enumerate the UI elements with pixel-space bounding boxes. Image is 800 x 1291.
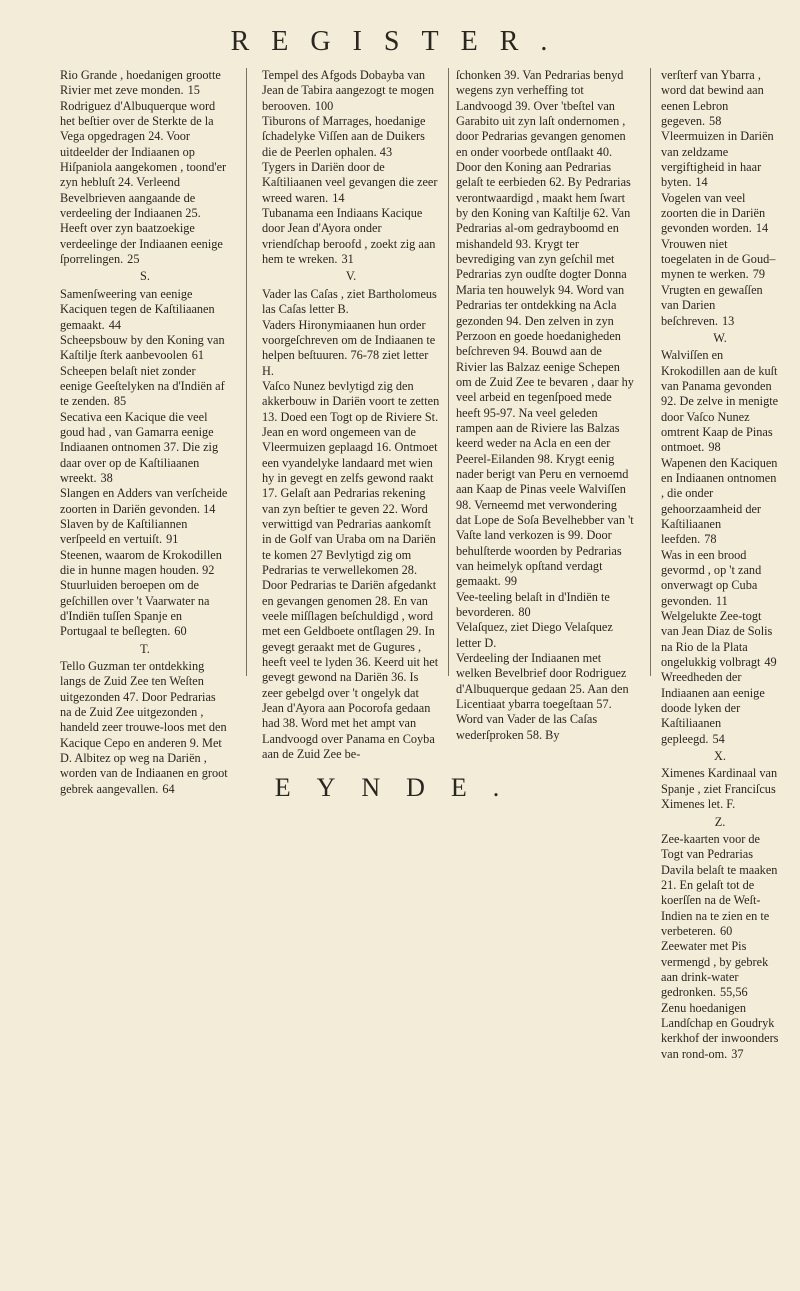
entry-text: Velaſquez, ziet Diego Velaſquez letter D.	[456, 620, 613, 650]
entry-text: Vaſco Nunez bevlytigd zig den akkerbouw in Dariën voort te zetten 13. Doed een Togt op de Riviere St. Jean en word ongemeen van de Vleermuizen geplaagd 16. Ontmoet een vyandelyke landaard met wien hy in gevegt en zelfs gewond raakt 17. Gelaſt aan Pedrarias rekening van zyn beſtier te geven 22. Word verwittigd van Pedrarias aankomſt in de Golf van Uraba om na Dariën te komen 27 Bevlytigd zig om Pedrarias te verwellekomen 28. Door Pedrarias te Dariën afgedankt en gevangen genomen 28. En van veele miſſlagen beſchuldigd , word met een Geldboete ontſlagen 29. In gevegt geraakt met de Gugures , heeft veel te lyden 36. Keerd uit het gevegt gewond na Dariën 36. Is zeer gebelgd over 't ongelyk dat Jean d'Ayora aan Pocorofa gedaan had 38. Word met het ampt van Landvoogd over Panama en Coyba aan de Zuid Zee be-	[262, 378, 440, 762]
index-entry	[456, 590, 634, 621]
section-letter: W.	[713, 330, 727, 345]
section-letter: Z.	[714, 814, 726, 829]
index-entry	[60, 486, 230, 517]
index-column-2	[262, 68, 440, 762]
index-entry	[661, 670, 779, 747]
page-reference: 80	[518, 605, 531, 620]
index-entry	[60, 548, 230, 579]
index-entry	[661, 348, 779, 455]
index-entry	[661, 456, 779, 548]
entry-text: ſchonken 39. Van Pedrarias benyd wegens zyn verheffing tot Landvoogd 39. Over 'tbeſtel van Garabito uit zyn laſt ondernomen , door Pedrarias gevangen genomen en onder voorbede ontſlaakt 40. Door den Koning aan Pedrarias gelaſt te eerbieden 62. By Pedrarias verontwaardigd , maakt hem ſwart by den Koning van Kaſtilje 62. Van Pedrarias al-om gedrayboomd en mishandeld 93. Krygt ter bevrediging van zyn geſchil met Pedrarias zyn oudſte dogter Donna Maria ten houwelyk 94. Word van Pedrarias ter ontdekking na Acla gezonden 94. Den zelven in zyn Perzoon en goede hoedanigheden beſchreven 94. Bouwd aan de Rivier las Balzaz eenige Schepen om de Zuid Zee te bevaren , daar hy veel arbeid en tegenſpoed mede heeft 95-97. Na veel geleden rampen aan de Riviere las Balzas keerd weder na Acla en een der Peerel-Eilanden 98. Krygt eenig nader berigt van Peru en vernoemd aan Kaap de Pinas veele Walviſſen 98. Verneemd met verwondering dat Lope de Soſa Bevelhebber van 't Vaſte land verkozen is 99. Door behulſterde woorden by Pedrarias van heimelyk opſtand verdagt gemaakt.	[456, 68, 634, 589]
entry-text: Tempel des Afgods Dobayba van Jean de Tabira aangezogt te mogen berooven.	[262, 68, 435, 113]
entry-text: Was in een brood gevormd , op 't zand onverwagt op Cuba gevonden.	[661, 547, 762, 608]
index-entry	[262, 114, 440, 160]
index-entry	[60, 410, 230, 487]
column-rule	[650, 68, 651, 676]
page-reference: 11	[715, 593, 728, 608]
page-reference: 91	[166, 532, 179, 547]
index-entry	[262, 160, 440, 206]
index-entry	[262, 318, 440, 379]
page-reference: 61	[191, 348, 204, 363]
index-entry	[661, 1001, 779, 1062]
page-reference: 79	[752, 267, 766, 282]
index-entry	[60, 578, 230, 639]
page-reference: 60	[719, 923, 733, 938]
page-reference: 100	[314, 98, 334, 113]
entry-text: Vogelen van veel zoorten die in Dariën gevonden worden.	[661, 190, 766, 236]
entry-text: Wreedheden der Indiaanen aan eenige doode lyken der Kaſtiliaanen gepleegd.	[661, 670, 765, 746]
entry-text: Scheepen belaſt niet zonder eenige Geeſtelyken na d'Indiën af te zenden.	[60, 363, 225, 409]
section-letter: S.	[140, 269, 150, 284]
index-entry	[262, 379, 440, 763]
index-column-1	[60, 68, 230, 797]
entry-text: verſterf van Ybarra , word dat bewind aan eenen Lebron gegeven.	[661, 68, 764, 129]
index-entry	[661, 939, 779, 1000]
page-reference: 49	[764, 655, 777, 670]
index-entry	[60, 517, 230, 548]
page-reference: 25	[127, 252, 140, 267]
entry-text: Scheepsbouw by den Koning van Kaſtilje ſterk aanbevoolen	[60, 332, 225, 363]
page-reference: 99	[504, 574, 518, 589]
index-entry	[60, 68, 230, 99]
column-rule	[246, 68, 247, 676]
entry-text: Welgelukte Zee-togt van Jean Diaz de Solis na Rio de la Plata ongelukkig volbragt	[661, 609, 773, 670]
entry-text: Walviſſen en Krokodillen aan de kuſt van Panama gevonden 92. De zelve in menigte door Vaſco Nunez omtrent Kaap de Pinas ontmoet.	[661, 348, 779, 455]
index-entry	[661, 237, 779, 283]
entry-text: Vee-teeling belaſt in d'Indiën te bevorderen.	[456, 589, 610, 620]
page-reference: 78	[704, 532, 717, 547]
entry-text: Vader las Caſas , ziet Bartholomeus las Caſas letter B.	[262, 286, 437, 317]
page-reference: 14	[695, 175, 708, 190]
index-entry	[456, 620, 634, 651]
entry-text: Steenen, waarom de Krokodillen die in hunne magen houden. 92	[60, 547, 222, 577]
index-entry	[456, 651, 634, 743]
index-entry	[661, 68, 779, 129]
page-reference: 37	[731, 1046, 744, 1061]
page-reference: 54	[712, 731, 725, 746]
entry-text: Zenu hoedanigen Landſchap en Goudryk kerkhof der inwoonders van rond-om.	[661, 1000, 779, 1061]
page-reference: 44	[108, 317, 122, 332]
entry-text: Tello Guzman ter ontdekking langs de Zuid Zee ten Weſten uitgezonden 47. Door Pedrarias na de Zuid Zee uitgezonden , handeld zeer trouwe-loos met den Kacique Cepo en anderen 9. Met D. Albitez op weg na Dariën , worden van de Indiaanen en groot gebrek aangevallen.	[60, 659, 228, 796]
index-entry	[661, 548, 779, 609]
entry-text: Zeewater met Pis vermengd , by gebrek aan drink-water gedronken.	[661, 939, 769, 1000]
page-reference: 14	[332, 190, 345, 205]
page-reference: 31	[341, 252, 354, 267]
entry-text: Slaven by de Kaſtiliannen verſpeeld en vertuiſt.	[60, 516, 188, 547]
entry-text: Secativa een Kacique die veel goud had , van Gamarra eenige Indiaanen ontnomen 37. Die zig daar over op de Kaſtiliaanen wreekt.	[60, 409, 219, 485]
index-entry	[60, 287, 230, 333]
index-entry	[60, 99, 230, 268]
section-letter: V.	[345, 269, 357, 284]
entry-text: Vrouwen niet toegelaten in de Goud–mynen te werken.	[661, 236, 776, 282]
entry-text: Vrugten en gewaſſen van Darien beſchreven.	[661, 282, 763, 328]
index-entry	[661, 609, 779, 670]
index-entry	[60, 333, 230, 364]
entry-text: Wapenen den Kaciquen en Indiaanen ontnomen , die onder gehoorzaamheid der Kaſtiliaanen leefden.	[661, 455, 778, 547]
entry-text: Zee-kaarten voor de Togt van Pedrarias Davila belaſt te maaken 21. En gelaſt tot de koerſſen na de Weſt-Indien na te zien en te verbeteren.	[661, 831, 778, 938]
index-entry	[262, 68, 440, 114]
page-reference: 58	[709, 114, 722, 129]
index-entry	[661, 283, 779, 329]
page-reference: 64	[162, 781, 175, 796]
index-entry	[661, 832, 779, 939]
section-letter: X.	[714, 749, 726, 764]
index-entry	[661, 191, 779, 237]
entry-text: Verdeeling der Indiaanen met welken Bevelbrief door Rodriguez d'Albuquerque gedaan 25. Aan den Licentiaat ybarra toegeſtaan 57. Word van Vader de las Caſas wederſproken 58. By	[456, 651, 629, 742]
entry-text: Tubanama een Indiaans Kacique door Jean d'Ayora onder vriendſchap beroofd , zoekt zig aan hem te wreken.	[262, 206, 436, 267]
index-entry	[60, 364, 230, 410]
entry-text: Rio Grande , hoedanigen grootte Rivier met zeve monden.	[60, 68, 221, 98]
entry-text: Slangen en Adders van verſcheide zoorten in Dariën gevonden. 14	[60, 486, 228, 516]
entry-text: Stuurluiden beroepen om de geſchillen over 't Vaarwater na d'Indiën tuſſen Spanje en Portugaal te beſlegten.	[60, 578, 210, 639]
entry-text: Samenſweering van eenige Kaciquen tegen de Kaſtiliaanen gemaakt.	[60, 286, 215, 332]
page-footer: EYNDE.	[274, 773, 526, 802]
page-reference: 55,56	[719, 985, 748, 1000]
entry-text: Tygers in Dariën door de Kaſtiliaanen veel gevangen die zeer wreed waren.	[262, 160, 438, 205]
page-reference: 15	[187, 83, 200, 98]
index-entry	[262, 206, 440, 267]
column-rule	[448, 68, 449, 676]
index-entry	[262, 287, 440, 318]
page-reference: 14	[755, 221, 769, 236]
index-column-3	[456, 68, 634, 743]
page-reference: 13	[722, 313, 735, 328]
page-reference: 38	[100, 470, 113, 485]
entry-text: Ximenes Kardinaal van Spanje , ziet Franciſcus Ximenes let. F.	[661, 766, 778, 812]
index-entry	[661, 129, 779, 190]
page-reference: 98	[708, 440, 721, 455]
entry-text: Rodriguez d'Albuquerque word het beſtier over de Sterkte de la Vega opgedragen 24. Voor uitdeelder der Indiaanen op Hiſpaniola aangekomen , toond'er zyn hebluſt 24. Verleend Bevelbrieven aangaande de verdeeling der Indiaanen 25. Heeft over zyn baatzoekige verdeelinge der Indiaanen eenige ſporrelingen.	[60, 98, 227, 267]
index-column-4	[661, 68, 779, 1062]
entry-text: Vaders Hironymiaanen hun order voorgeſchreven om de Indiaanen te helpen beſtuuren. 76-78 ziet letter H.	[262, 317, 436, 378]
entry-text: Vleermuizen in Dariën van zeldzame vergiftigheid in haar byten.	[661, 129, 774, 190]
page-reference: 85	[113, 394, 127, 409]
page-reference: 60	[174, 624, 187, 639]
index-entry	[456, 68, 634, 590]
page-header: REGISTER.	[230, 26, 570, 57]
entry-text: Tiburons of Marrages, hoedanige ſchadelyke Viſſen aan de Duikers die de Peerlen ophalen. 43	[262, 114, 426, 159]
section-letter: T.	[140, 641, 150, 656]
